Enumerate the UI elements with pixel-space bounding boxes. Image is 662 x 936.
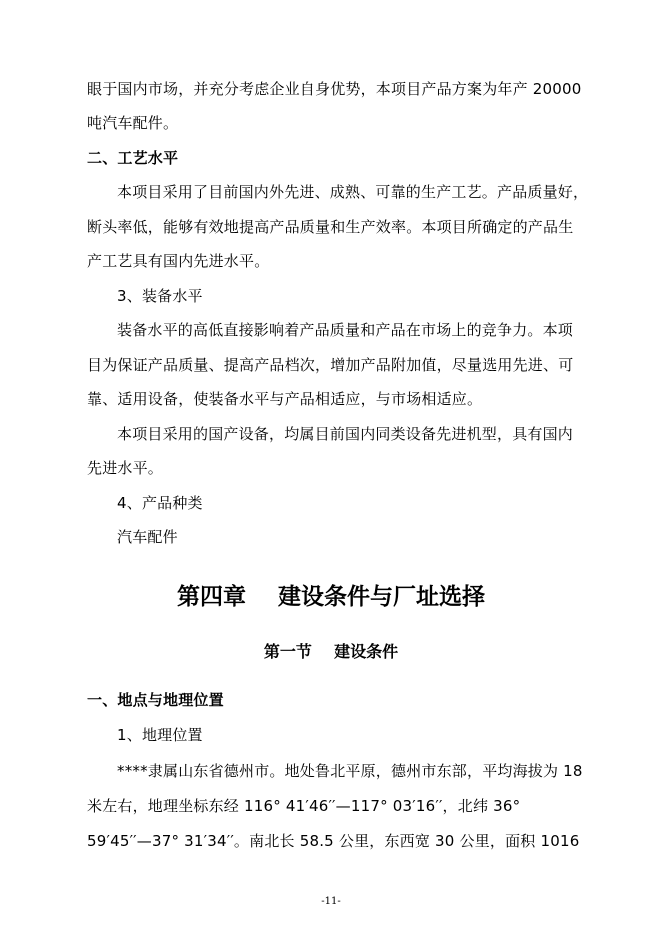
- subheading-equipment-level: 3、装备水平: [117, 287, 203, 305]
- section-title: 第一节 建设条件: [263, 642, 399, 661]
- body-text-line: ****隶属山东省德州市。地处鲁北平原，德州市东部，平均海拔为 18: [117, 762, 583, 780]
- body-text-line: 本项目采用的国产设备，均属目前国内同类设备先进机型，具有国内: [117, 425, 574, 443]
- body-text-line: 汽车配件: [117, 528, 178, 546]
- page-number: -11-: [321, 896, 341, 907]
- body-text-line: 吨汽车配件。: [87, 114, 179, 132]
- body-text-line: 米左右，地理坐标东经 116° 41′46′′—117° 03′16′′，北纬 36°: [87, 797, 521, 815]
- body-text-line: 59′45′′—37° 31′34′′。南北长 58.5 公里，东西宽 30 公里，面积 1016: [87, 832, 580, 850]
- body-text-line: 靠、适用设备，使装备水平与产品相适应，与市场相适应。: [87, 390, 483, 408]
- heading-location: 一、地点与地理位置: [87, 691, 224, 709]
- body-text-line: 目为保证产品质量、提高产品档次，增加产品附加值，尽量选用先进、可: [87, 356, 574, 374]
- body-text-line: 眼于国内市场，并充分考虑企业自身优势，本项目产品方案为年产 20000: [87, 80, 582, 98]
- body-text-line: 断头率低，能够有效地提高产品质量和生产效率。本项目所确定的产品生: [87, 218, 574, 236]
- body-text-line: 装备水平的高低直接影响着产品质量和产品在市场上的竞争力。本项: [117, 321, 574, 339]
- body-text-line: 先进水平。: [87, 459, 164, 477]
- chapter-title: 第四章 建设条件与厂址选择: [176, 583, 486, 610]
- body-text-line: 本项目采用了目前国内外先进、成熟、可靠的生产工艺。产品质量好，: [117, 183, 589, 201]
- body-text-line: 产工艺具有国内先进水平。: [87, 252, 270, 270]
- heading-craft-level: 二、工艺水平: [87, 149, 179, 167]
- subheading-geo-location: 1、地理位置: [117, 726, 203, 744]
- subheading-product-types: 4、产品种类: [117, 494, 203, 512]
